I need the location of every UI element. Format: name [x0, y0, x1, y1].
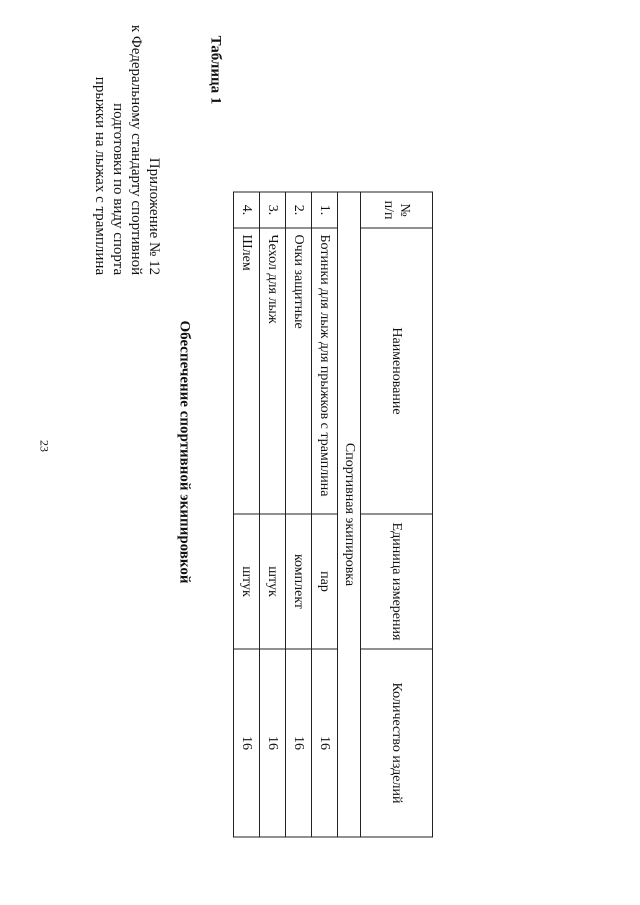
- annex-heading: [91, 25, 163, 275]
- row-name: Шлем: [234, 228, 260, 514]
- header-number-line1: №: [397, 203, 413, 217]
- section-title: Спортивная экипировка: [338, 192, 361, 837]
- header-name: Наименование: [361, 228, 433, 514]
- equipment-table-container: [233, 192, 433, 837]
- row-quantity: 16: [234, 649, 260, 837]
- row-name: Ботинки для лыж для прыжков с трамплина: [312, 228, 338, 514]
- annex-line: подготовки по виду спорта: [110, 103, 126, 276]
- row-unit: штук: [260, 514, 286, 649]
- table-row: [234, 192, 260, 837]
- page-number: 23: [37, 440, 52, 452]
- annex-line: прыжки на лыжах с трамплина: [92, 76, 108, 276]
- equipment-table: [233, 192, 433, 838]
- table-section-row: [338, 192, 361, 837]
- table-row: [312, 192, 338, 837]
- row-unit: пар: [312, 514, 338, 649]
- row-number: 2.: [286, 192, 312, 228]
- annex-line: Приложение № 12: [146, 157, 162, 276]
- row-number: 3.: [260, 192, 286, 228]
- row-quantity: 16: [260, 649, 286, 837]
- header-number: [361, 192, 433, 228]
- header-unit: Единица измерения: [361, 514, 433, 649]
- row-quantity: 16: [286, 649, 312, 837]
- row-number: 4.: [234, 192, 260, 228]
- annex-line: к Федеральному стандарту спортивной: [128, 24, 144, 276]
- header-number-line2: п/п: [381, 200, 397, 220]
- row-unit: штук: [234, 514, 260, 649]
- header-quantity: Количество изделий: [361, 649, 433, 837]
- row-name: Чехол для лыж: [260, 228, 286, 514]
- row-number: 1.: [312, 192, 338, 228]
- row-unit: комплект: [286, 514, 312, 649]
- row-name: Очки защитные: [286, 228, 312, 514]
- table-row: [286, 192, 312, 837]
- table-label: Таблица 1: [207, 35, 224, 105]
- table-header-row: [361, 192, 433, 837]
- table-row: [260, 192, 286, 837]
- document-title: Обеспечение спортивной экипировкой: [176, 320, 193, 584]
- row-quantity: 16: [312, 649, 338, 837]
